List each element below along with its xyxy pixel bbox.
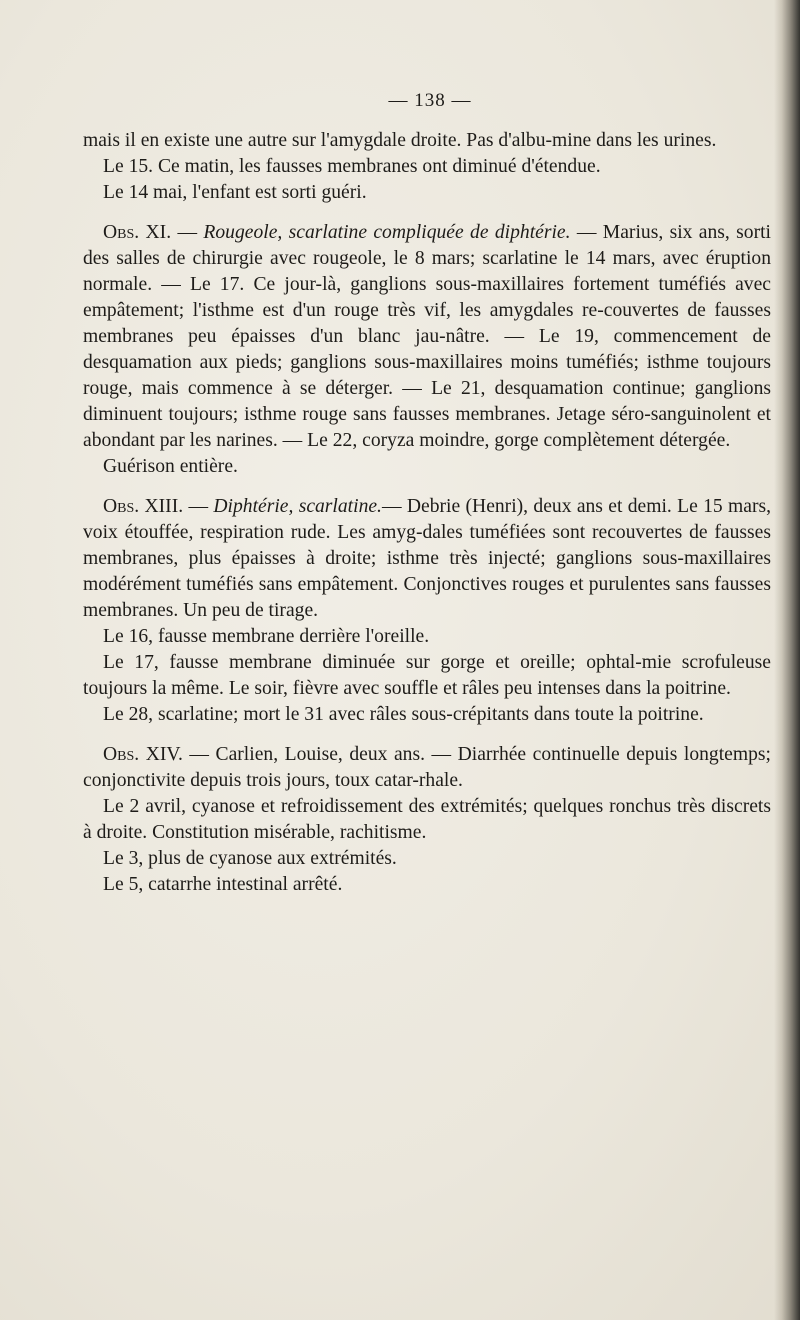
obs-xiii-label: Obs. XIII. [103,496,184,517]
obs-xiv-body: — Carlien, Louise, deux ans. — Diarrhée continuelle depuis longtemps; conjonctivite depuis trois jours, toux catar-rhale. [83,744,771,791]
obs-xiv-le-2-avril: Le 2 avril, cyanose et refroidissement des extrémités; quelques ronchus très discrets à droite. Constitution misérable, rachitisme. [83,796,771,843]
obs-xi-body: — Marius, six ans, sorti des salles de chirurgie avec rougeole, le 8 mars; scarlatine le 14 mars, avec éruption normale. — Le 17. Ce jour-là, ganglions sous-maxillaires fortement tuméfiés avec empâtement; l'isthme est d'un rouge très vif, les amygdales re-couvertes de fausses membranes peu épaisses d'un blanc jau-nâtre. — Le 19, commencement de desquamation aux pieds; ganglions sous-maxillaires moins tuméfiés; isthme toujours rouge, mais commence à se déterger. — Le 21, desquamation continue; ganglions diminuent toujours; isthme rouge sans fausses membranes. Jetage séro-sanguinolent et abondant par les narines. — Le 22, coryza moindre, gorge complètement détergée. [83,222,771,451]
obs-xiii-body: — Debrie (Henri), deux ans et demi. Le 15 mars, voix étouffée, respiration rude. Les amyg-dales tuméfiées sont recouvertes de fausses membranes, plus épaisses à droite; isthme très injecté; ganglions sous-maxillaires modérément tuméfiés sans empâtement. Conjonctives rouges et purulentes sans fausses membranes. Un peu de tirage. [83,496,772,621]
obs-xi-paragraph [83,220,771,454]
obs-xiii-le-16: Le 16, fausse membrane derrière l'oreille. [103,626,430,647]
obs-xiii-le-28: Le 28, scarlatine; mort le 31 avec râles sous-crépitants dans toute la poitrine. [103,704,704,725]
document-body [83,128,771,898]
obs-xiv-label: Obs. XIV. [103,744,183,765]
page-edge-shadow [774,0,800,1320]
obs-xi-title: Rougeole, scarlatine compliquée de diphtérie. [203,222,571,243]
paragraph-continuation: mais il en existe une autre sur l'amygdale droite. Pas d'albu-mine dans les urines. [83,130,717,151]
obs-xiii-dash: — [183,496,214,517]
obs-xiv-paragraph [83,742,771,794]
obs-xiv-le-5: Le 5, catarrhe intestinal arrêté. [103,874,343,895]
obs-xi-dash: — [171,222,204,243]
paragraph-le-15: Le 15. Ce matin, les fausses membranes ont diminué d'étendue. [103,156,601,177]
paragraph-le-14-mai: Le 14 mai, l'enfant est sorti guéri. [103,182,367,203]
obs-xi-label: Obs. XI. [103,222,172,243]
obs-xiii-title: Diphtérie, scarlatine. [213,496,382,517]
page-number: — 138 — [388,90,472,111]
obs-xiii-paragraph [83,494,771,624]
obs-xiv-le-3: Le 3, plus de cyanose aux extrémités. [103,848,397,869]
obs-xiii-le-17: Le 17, fausse membrane diminuée sur gorge et oreille; ophtal-mie scrofuleuse toujours la même. Le soir, fièvre avec souffle et râles peu intenses dans la poitrine. [83,652,771,699]
obs-xi-outcome: Guérison entière. [103,456,238,477]
